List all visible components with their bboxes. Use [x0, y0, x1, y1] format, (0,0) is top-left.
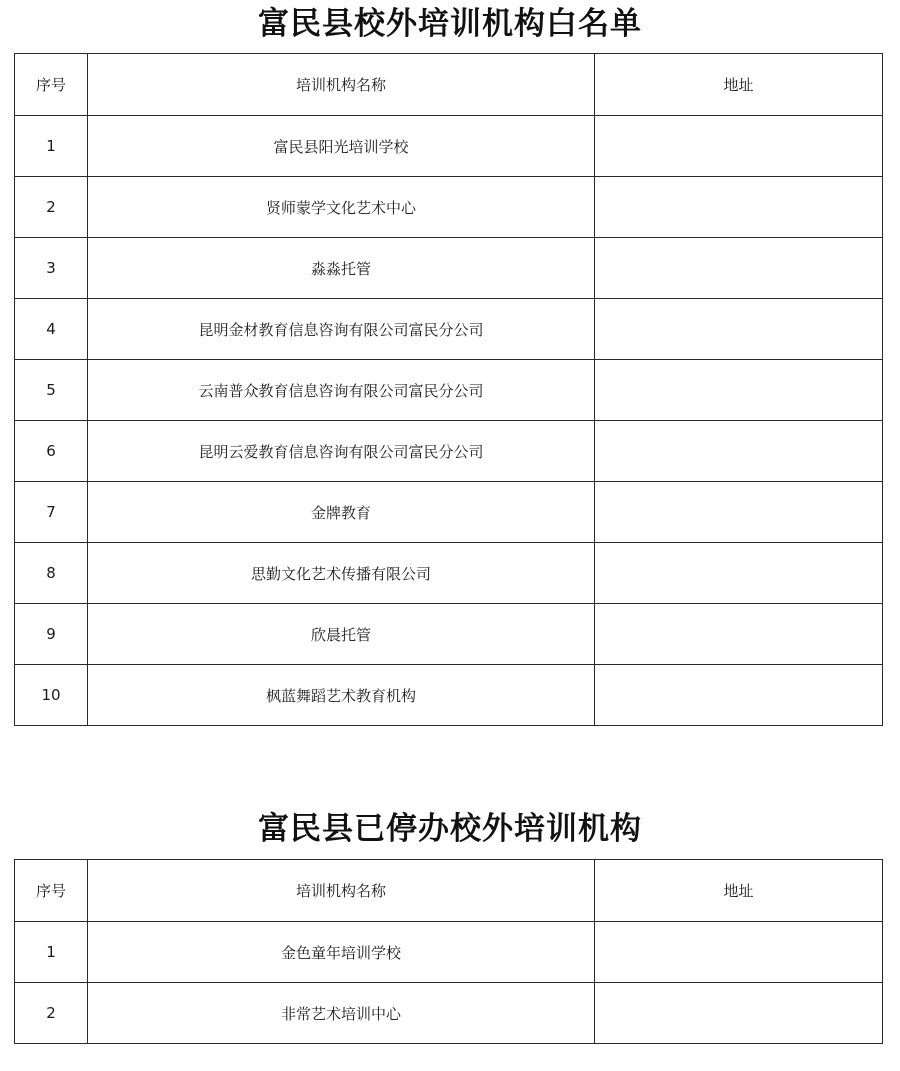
table-row — [15, 116, 883, 177]
row-index: 7 — [15, 482, 88, 543]
row-address — [595, 983, 883, 1044]
row-address — [595, 543, 883, 604]
row-name: 金色童年培训学校 — [88, 922, 595, 983]
header-name: 培训机构名称 — [88, 860, 595, 922]
table-row — [15, 177, 883, 238]
suspended-title: 富民县已停办校外培训机构 — [258, 811, 642, 847]
row-address — [595, 922, 883, 983]
row-index: 2 — [15, 983, 88, 1044]
row-index: 10 — [15, 665, 88, 726]
whitelist-title: 富民县校外培训机构白名单 — [258, 6, 642, 42]
row-index: 5 — [15, 360, 88, 421]
row-name: 非常艺术培训中心 — [88, 983, 595, 1044]
row-address — [595, 116, 883, 177]
row-name: 富民县阳光培训学校 — [88, 116, 595, 177]
row-index: 1 — [15, 116, 88, 177]
row-name: 贤师蒙学文化艺术中心 — [88, 177, 595, 238]
table-row — [15, 665, 883, 726]
row-name: 思勤文化艺术传播有限公司 — [88, 543, 595, 604]
table-row — [15, 482, 883, 543]
table-header-row — [15, 54, 883, 116]
table-header-row — [15, 860, 883, 922]
header-address: 地址 — [595, 860, 883, 922]
row-index: 1 — [15, 922, 88, 983]
row-index: 4 — [15, 299, 88, 360]
row-address — [595, 482, 883, 543]
header-index: 序号 — [15, 54, 88, 116]
row-name: 欣晨托管 — [88, 604, 595, 665]
header-index: 序号 — [15, 860, 88, 922]
row-name: 枫蓝舞蹈艺术教育机构 — [88, 665, 595, 726]
table-row — [15, 421, 883, 482]
row-address — [595, 665, 883, 726]
header-name: 培训机构名称 — [88, 54, 595, 116]
row-name: 淼淼托管 — [88, 238, 595, 299]
row-address — [595, 421, 883, 482]
table-row — [15, 360, 883, 421]
row-name: 昆明金材教育信息咨询有限公司富民分公司 — [88, 299, 595, 360]
row-index: 2 — [15, 177, 88, 238]
table-row — [15, 983, 883, 1044]
row-address — [595, 360, 883, 421]
suspended-table — [14, 859, 883, 1044]
row-name: 金牌教育 — [88, 482, 595, 543]
table-row — [15, 238, 883, 299]
row-name: 云南普众教育信息咨询有限公司富民分公司 — [88, 360, 595, 421]
row-address — [595, 604, 883, 665]
row-index: 3 — [15, 238, 88, 299]
row-index: 8 — [15, 543, 88, 604]
whitelist-table — [14, 53, 883, 726]
table-row — [15, 922, 883, 983]
row-address — [595, 299, 883, 360]
table-row — [15, 543, 883, 604]
row-address — [595, 238, 883, 299]
table-row — [15, 299, 883, 360]
header-address: 地址 — [595, 54, 883, 116]
table-row — [15, 604, 883, 665]
row-name: 昆明云爱教育信息咨询有限公司富民分公司 — [88, 421, 595, 482]
row-address — [595, 177, 883, 238]
row-index: 6 — [15, 421, 88, 482]
row-index: 9 — [15, 604, 88, 665]
